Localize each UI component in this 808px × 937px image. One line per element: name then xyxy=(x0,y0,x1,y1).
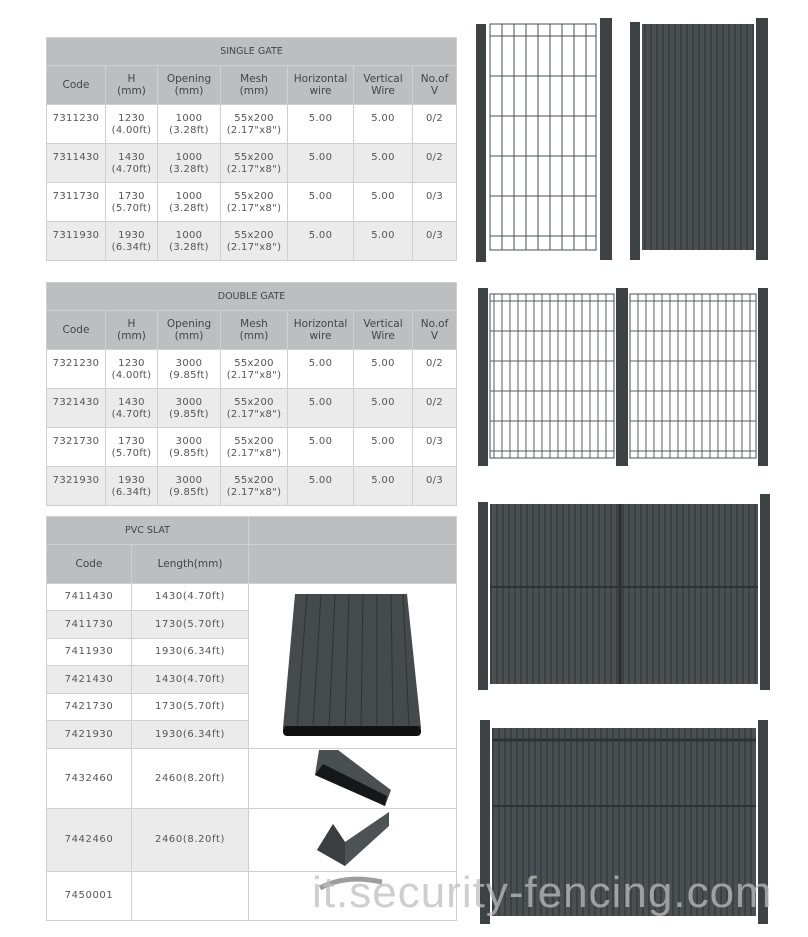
cell-line: Mesh xyxy=(240,318,268,330)
code-cell: 7442460 xyxy=(47,809,132,872)
table-cell xyxy=(221,350,288,389)
cell-line: (mm) xyxy=(174,330,204,342)
table-cell xyxy=(413,144,457,183)
cell-line: 1730 xyxy=(118,191,145,202)
cell-line: 1000 xyxy=(175,113,203,124)
cell-line: 7321730 xyxy=(52,436,100,447)
table-row xyxy=(47,749,457,809)
table-cell xyxy=(221,144,288,183)
table-cell xyxy=(354,105,413,144)
column-header xyxy=(47,66,106,105)
table-row xyxy=(47,144,457,183)
table-cell xyxy=(354,144,413,183)
cell-line: 5.00 xyxy=(308,230,333,241)
column-header xyxy=(158,311,221,350)
table-cell xyxy=(288,222,354,261)
table-cell xyxy=(354,428,413,467)
cell-line: Opening xyxy=(166,73,212,85)
cell-line: (mm) xyxy=(239,330,269,342)
table-cell xyxy=(288,105,354,144)
cell-line: (6.34ft) xyxy=(111,487,152,498)
cell-line: 1430 xyxy=(118,152,145,163)
length-header: Length(mm) xyxy=(132,545,249,584)
table-cell xyxy=(413,105,457,144)
table-cell xyxy=(47,467,106,506)
length-cell: 1730(5.70ft) xyxy=(132,694,249,721)
cell-line: 0/2 xyxy=(426,152,443,163)
cell-line: 1000 xyxy=(175,191,203,202)
table-cell xyxy=(106,467,158,506)
cell-line: (2.17"x8") xyxy=(226,448,282,459)
length-cell: 1930(6.34ft) xyxy=(132,721,249,749)
table-cell xyxy=(158,105,221,144)
cell-line: 5.00 xyxy=(371,152,395,163)
cell-line: No.of xyxy=(420,318,449,330)
double-pvc-gate-image xyxy=(474,492,772,692)
cell-line: 3000 xyxy=(175,397,203,408)
table-cell xyxy=(413,350,457,389)
pvc-slat-profile-image xyxy=(313,750,393,808)
table-cell xyxy=(106,350,158,389)
table-cell xyxy=(288,389,354,428)
cell-line: 5.00 xyxy=(308,475,333,486)
pvc-slat-flat-image xyxy=(283,594,423,742)
double-mesh-gate-image xyxy=(474,286,772,468)
cell-line: (2.17"x8") xyxy=(226,203,282,214)
code-cell: 7450001 xyxy=(47,872,132,921)
cell-line: (5.70ft) xyxy=(111,448,152,459)
cell-line: (2.17"x8") xyxy=(226,409,282,420)
column-header xyxy=(354,66,413,105)
cell-line: (mm) xyxy=(174,85,204,97)
table-cell xyxy=(288,350,354,389)
cell-line: V xyxy=(430,85,439,97)
cell-line: 0/3 xyxy=(426,191,443,202)
single-gate-title: SINGLE GATE xyxy=(47,38,457,66)
table-row xyxy=(47,389,457,428)
code-cell: 7411930 xyxy=(47,639,132,666)
cell-line: (2.17"x8") xyxy=(226,164,282,175)
code-cell: 7432460 xyxy=(47,749,132,809)
cell-line: (3.28ft) xyxy=(169,203,209,214)
table-row xyxy=(47,809,457,872)
image-header xyxy=(249,517,457,545)
table-cell xyxy=(158,467,221,506)
table-cell xyxy=(221,105,288,144)
cell-line: 7311230 xyxy=(52,113,100,124)
table-cell xyxy=(413,389,457,428)
cell-line: V xyxy=(430,330,439,342)
length-cell: 1430(4.70ft) xyxy=(132,666,249,694)
code-cell: 7421430 xyxy=(47,666,132,694)
cell-line: 55x200 xyxy=(234,152,274,163)
cell-line: (mm) xyxy=(117,85,146,97)
cell-line: 1730 xyxy=(118,436,145,447)
table-cell xyxy=(221,467,288,506)
cell-line: 1430 xyxy=(118,397,145,408)
cell-line: Horizontal xyxy=(293,318,348,330)
cell-line: 5.00 xyxy=(371,475,395,486)
cell-line: (9.85ft) xyxy=(169,487,209,498)
header-row xyxy=(47,311,457,350)
cell-line: 7321430 xyxy=(52,397,100,408)
table-cell xyxy=(106,428,158,467)
table-cell xyxy=(47,428,106,467)
table-cell xyxy=(106,183,158,222)
length-cell: 1430(4.70ft) xyxy=(132,584,249,611)
table-cell xyxy=(158,389,221,428)
cell-line: 0/2 xyxy=(426,358,444,369)
cell-line: 5.00 xyxy=(308,358,333,369)
cell-line: Wire xyxy=(371,85,395,97)
cell-line: (4.00ft) xyxy=(111,370,152,381)
column-header xyxy=(221,311,288,350)
length-cell: 1930(6.34ft) xyxy=(132,639,249,666)
cell-line: (2.17"x8") xyxy=(226,487,282,498)
cell-line: 0/2 xyxy=(426,113,443,124)
table-cell xyxy=(354,389,413,428)
cell-line: 1930 xyxy=(118,230,145,241)
table-cell xyxy=(413,183,457,222)
code-header: Code xyxy=(47,545,132,584)
cell-line: 55x200 xyxy=(234,397,274,408)
table-cell xyxy=(413,428,457,467)
table-cell xyxy=(47,105,106,144)
cell-line: Vertical xyxy=(363,318,403,330)
table-row xyxy=(47,467,457,506)
cell-line: Vertical xyxy=(363,73,403,85)
cell-line: 1000 xyxy=(175,230,203,241)
table-cell xyxy=(158,183,221,222)
table-cell xyxy=(288,467,354,506)
column-header xyxy=(413,66,457,105)
table-row xyxy=(47,350,457,389)
length-cell: 1730(5.70ft) xyxy=(132,611,249,639)
table-cell xyxy=(354,222,413,261)
cell-line: 0/3 xyxy=(426,475,444,486)
table-row xyxy=(47,183,457,222)
cell-line: 7311930 xyxy=(52,230,100,241)
table-cell xyxy=(158,350,221,389)
cell-line: 1230 xyxy=(118,358,145,369)
cell-line: 55x200 xyxy=(234,436,274,447)
column-header xyxy=(288,311,354,350)
cell-line: (mm) xyxy=(239,85,269,97)
cell-line: 0/3 xyxy=(426,230,443,241)
cell-line: 55x200 xyxy=(234,358,274,369)
cell-line: 0/3 xyxy=(426,436,444,447)
cell-line: 5.00 xyxy=(371,436,395,447)
table-cell xyxy=(106,222,158,261)
table-cell xyxy=(221,389,288,428)
cell-line: 5.00 xyxy=(371,113,395,124)
cell-line: 55x200 xyxy=(234,230,274,241)
cell-line: (2.17"x8") xyxy=(226,242,282,253)
table-cell xyxy=(413,222,457,261)
single-pvc-gate-image xyxy=(628,16,778,264)
cell-line: 1000 xyxy=(175,152,203,163)
single-gate-table xyxy=(46,37,457,261)
cell-line: (2.17"x8") xyxy=(226,125,282,136)
cell-line: (9.85ft) xyxy=(169,448,209,459)
cell-line: 1230 xyxy=(118,113,145,124)
table-cell xyxy=(47,144,106,183)
table-cell xyxy=(221,183,288,222)
cell-line: Opening xyxy=(166,318,212,330)
cell-line: (5.70ft) xyxy=(111,203,152,214)
table-cell xyxy=(354,183,413,222)
cell-line: (2.17"x8") xyxy=(226,370,282,381)
cell-line: 5.00 xyxy=(308,152,333,163)
table-cell xyxy=(106,144,158,183)
cell-line: H xyxy=(127,73,136,85)
table-cell xyxy=(413,467,457,506)
cell-line: 7321230 xyxy=(52,358,100,369)
cell-line: (9.85ft) xyxy=(169,370,209,381)
pvc-slat-title: PVC SLAT xyxy=(47,517,249,545)
cell-line: 5.00 xyxy=(371,191,395,202)
cell-line: (mm) xyxy=(117,330,146,342)
cell-line: 5.00 xyxy=(371,358,395,369)
code-cell: 7421730 xyxy=(47,694,132,721)
cell-line: 5.00 xyxy=(308,191,333,202)
single-mesh-gate-image xyxy=(472,16,632,264)
table-cell xyxy=(47,183,106,222)
table-cell xyxy=(221,222,288,261)
column-header xyxy=(106,66,158,105)
cell-line: H xyxy=(127,318,136,330)
cell-line: (4.70ft) xyxy=(111,409,152,420)
cell-line: 3000 xyxy=(175,436,203,447)
column-header xyxy=(221,66,288,105)
length-cell: 2460(8.20ft) xyxy=(132,749,249,809)
cell-line: (3.28ft) xyxy=(169,125,209,136)
cell-line: Horizontal xyxy=(293,73,348,85)
table-cell xyxy=(288,428,354,467)
cell-line: 55x200 xyxy=(234,113,274,124)
table-cell xyxy=(47,350,106,389)
column-header xyxy=(413,311,457,350)
cell-line: Code xyxy=(62,79,90,91)
table-row xyxy=(47,428,457,467)
cell-line: Mesh xyxy=(240,73,268,85)
table-cell xyxy=(106,389,158,428)
code-cell: 7421930 xyxy=(47,721,132,749)
cell-line: (4.00ft) xyxy=(111,125,152,136)
cell-line: (4.70ft) xyxy=(111,164,152,175)
table-cell xyxy=(288,183,354,222)
cell-line: Wire xyxy=(371,330,395,342)
cell-line: 5.00 xyxy=(371,397,395,408)
column-header xyxy=(47,311,106,350)
column-header xyxy=(158,66,221,105)
cell-line: 0/2 xyxy=(426,397,444,408)
table-cell xyxy=(158,222,221,261)
cell-line: Code xyxy=(62,324,90,336)
pvc-corner-strip-image xyxy=(315,812,395,868)
double-gate-title: DOUBLE GATE xyxy=(47,283,457,311)
cell-line: 7311730 xyxy=(52,191,100,202)
cell-line: No.of xyxy=(420,73,449,85)
table-cell xyxy=(106,105,158,144)
cell-line: 3000 xyxy=(175,358,203,369)
cell-line: 5.00 xyxy=(308,397,333,408)
table-cell xyxy=(158,428,221,467)
length-cell xyxy=(132,872,249,921)
cell-line: 5.00 xyxy=(371,230,395,241)
cell-line: (6.34ft) xyxy=(111,242,152,253)
table-cell xyxy=(158,144,221,183)
cell-line: 55x200 xyxy=(234,475,274,486)
table-cell xyxy=(288,144,354,183)
cell-line: 5.00 xyxy=(308,436,333,447)
code-cell: 7411430 xyxy=(47,584,132,611)
column-header xyxy=(354,311,413,350)
table-cell xyxy=(221,428,288,467)
double-gate-table xyxy=(46,282,457,506)
column-header xyxy=(288,66,354,105)
length-cell: 2460(8.20ft) xyxy=(132,809,249,872)
table-cell xyxy=(47,389,106,428)
cell-line: 55x200 xyxy=(234,191,274,202)
column-header xyxy=(106,311,158,350)
cell-line: 7321930 xyxy=(52,475,100,486)
cell-line: 7311430 xyxy=(52,152,100,163)
cell-line: (9.85ft) xyxy=(169,409,209,420)
table-cell xyxy=(354,467,413,506)
header-row xyxy=(47,66,457,105)
image-header-cell xyxy=(249,545,457,584)
cell-line: 5.00 xyxy=(308,113,333,124)
cell-line: 3000 xyxy=(175,475,203,486)
table-cell xyxy=(354,350,413,389)
watermark: it.security-fencing.com xyxy=(312,868,773,917)
cell-line: wire xyxy=(309,330,332,342)
cell-line: 1930 xyxy=(118,475,145,486)
cell-line: wire xyxy=(309,85,332,97)
table-cell xyxy=(47,222,106,261)
cell-line: (3.28ft) xyxy=(169,164,209,175)
cell-line: (3.28ft) xyxy=(169,242,209,253)
table-row xyxy=(47,222,457,261)
table-row xyxy=(47,105,457,144)
code-cell: 7411730 xyxy=(47,611,132,639)
